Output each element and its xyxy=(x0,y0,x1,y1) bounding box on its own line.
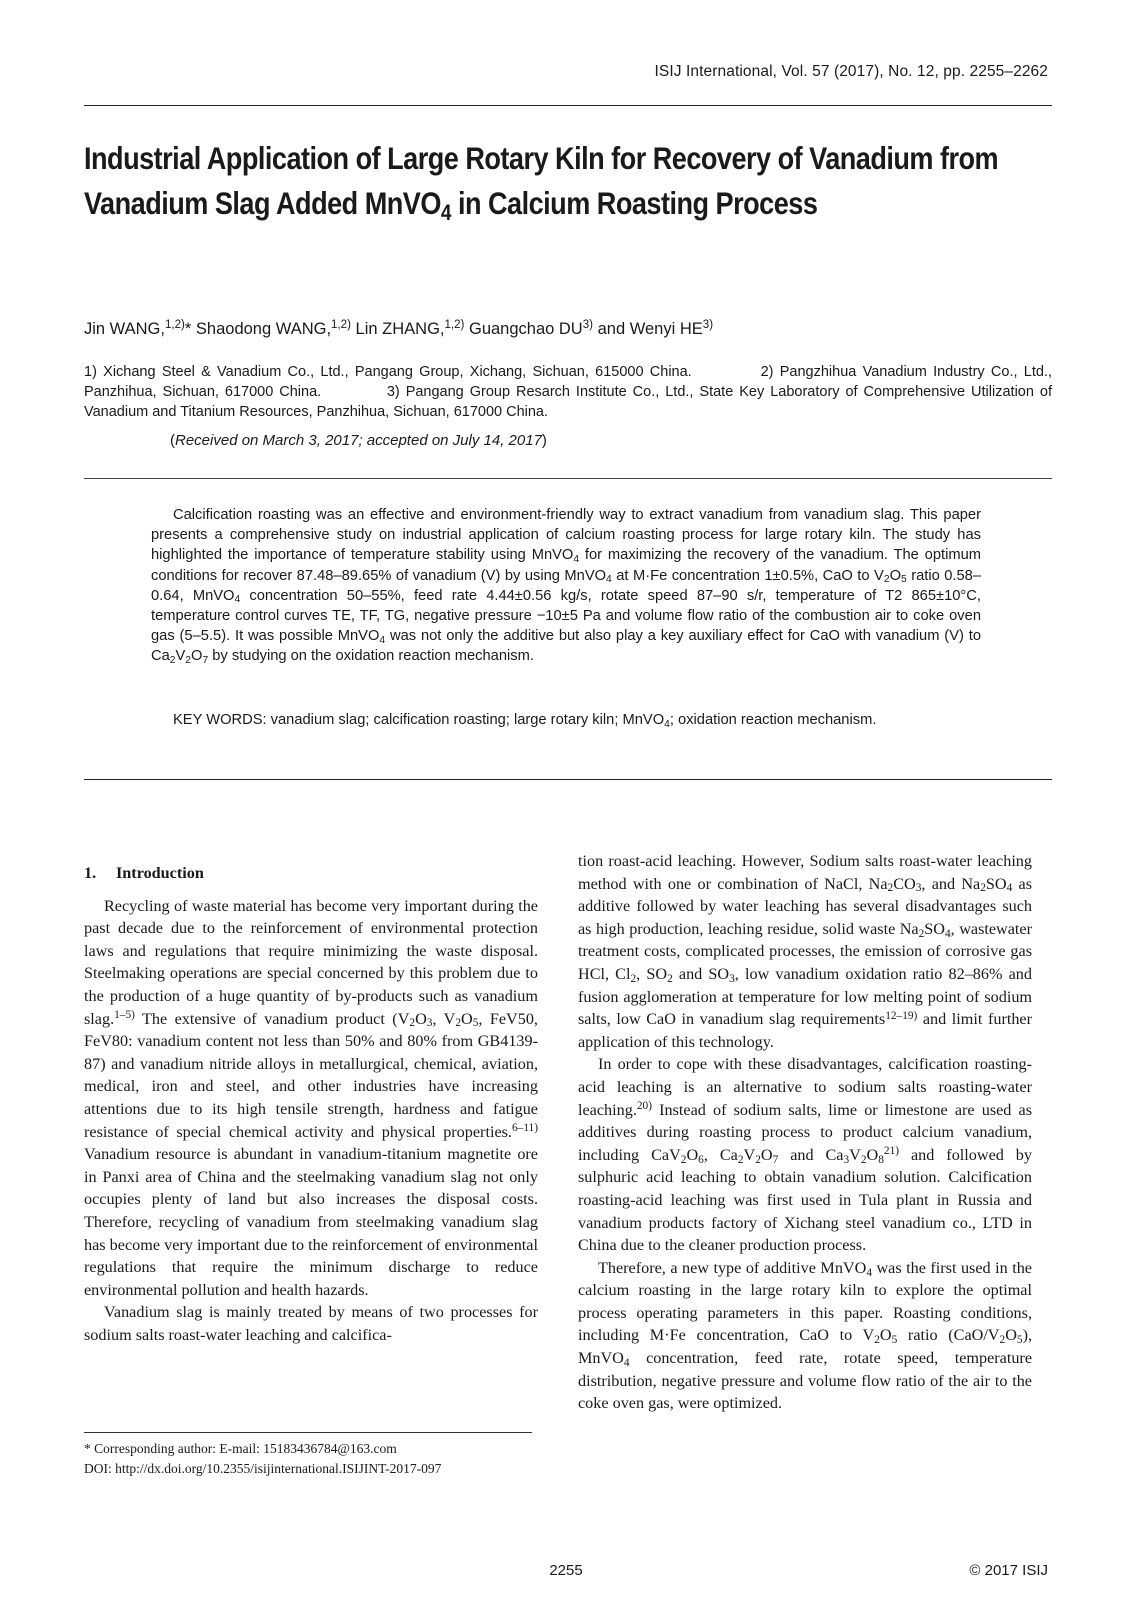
abstract-bottom-rule xyxy=(84,779,1052,780)
left-column xyxy=(84,862,538,1346)
footnotes xyxy=(84,1432,532,1479)
header-rule xyxy=(84,105,1052,106)
affiliation-2: 2) Pangzhihua Vanadium Industry Co., Ltd., Panzhihua, Sichuan, 617000 China. xyxy=(84,364,1052,400)
paragraph: Recycling of waste material has become very important during the past decade due to the reinforcement of environmental protection laws and regulations that require minimizing the waste disposal. Steelmaking operations are special concerned by this problem due to the production of a huge quantity of by-products such as vanadium slag.$^{1-5)}$ The extensive of vanadium product ($V_2O_3$, $V_2O_5$, FeV50, FeV80: vanadium content not less than 50% and 80% from GB4139-87) and vanadium nitride alloys in metallurgical, chemical, aviation, medical, iron and steel, and other industries have increasing attentions due to its high tensile strength, hardness and fatigue resistance of special chemical activity and physical properties.$^{6-11)}$ Vanadium resource is abundant in vanadium-titanium magnetite ore in Panxi area of China and the steelmaking vanadium slag not only occupies plenty of land but also increases the disposal costs. Therefore, recycling of vanadium from steelmaking vanadium slag has become very important due to the reinforcement of environmental regulations that require the minimum discharge to reduce environmental pollution and health hazards. xyxy=(84,896,538,1299)
abstract: Calcification roasting was an effective and environment-friendly way to extract vanadium from vanadium slag. This paper presents a comprehensive study on industrial application of calcium roasting process for large rotary kiln. The study has highlighted the importance of temperature stability using MnVO$_4$ for maximizing the recovery of the vanadium. The optimum conditions for recover 87.48–89.65% of vanadium (V) by using MnVO$_4$ at M·Fe concentration 1±0.5%, CaO to $V_2O_5$ ratio 0.58–0.64, MnVO$_4$ concentration 50–55%, feed rate 4.44±0.56 kg/s, rotate speed 87–90 s/r, temperature of T2 865±10°C, temperature control curves TE, TF, TG, negative pressure −10±5 Pa and volume flow ratio of the combustion air to coke oven gas (5–5.5). It was possible MnVO$_4$ was not only the additive but also play a key auxiliary effect for CaO with vanadium (V) to $Ca_2V_2O_7$ by studying on the oxidation reaction mechanism. xyxy=(151,507,981,666)
received-dates: (Received on March 3, 2017; accepted on July 14, 2017) xyxy=(170,432,547,449)
page-number: 2255 xyxy=(549,1562,583,1579)
paragraph: Vanadium slag is mainly treated by means of two processes for sodium salts roast-water leaching and calcifica- xyxy=(84,1303,538,1344)
paper-title: Industrial Application of Large Rotary Kiln for Recovery of Vanadium from Vanadium Slag Added MnVO$_4$ in Calcium Roasting Process xyxy=(84,140,999,225)
author-name: Guangchao DU xyxy=(468,320,583,338)
section-heading: 1. Introduction xyxy=(84,864,204,882)
copyright: © 2017 ISIJ xyxy=(969,1562,1048,1579)
affiliation-3: 3) Pangang Group Resarch Institute Co., Ltd., State Key Laboratory of Comprehensive Utilization of Vanadium and Titanium Resources, Panzhihua, Sichuan, 617000 China. xyxy=(84,384,1052,420)
author-name: Jin WANG, xyxy=(84,320,165,338)
affiliations xyxy=(84,362,1052,422)
corresponding-author-note: * Corresponding author: E-mail: 15183436784@163.com xyxy=(84,1441,397,1456)
author-list: Jin WANG,$^{1,2)}$* Shaodong WANG,$^{1,2)}$ Lin ZHANG,$^{1,2)}$ Guangchao DU$^{3)}$ and Wenyi HE$^{3)}$ xyxy=(84,319,714,338)
paragraph: In order to cope with these disadvantages, calcification roasting-acid leaching is an alternative to sodium salts roasting-water leaching.$^{20)}$ Instead of sodium salts, lime or limestone are used as additives during roasting process to product calcium vanadium, including $CaV_2O_6$, $Ca_2V_2O_7$ and $Ca_3V_2O_8^{21)}$ and followed by sulphuric acid leaching to obtain vanadium solution. Calcification roasting-acid leaching was first used in Tula plant in Russia and vanadium products factory of Xichang steel vanadium co., LTD in China due to the cleaner production process. xyxy=(578,1055,1032,1255)
affiliation-1: 1) Xichang Steel & Vanadium Co., Ltd., Pangang Group, Xichang, Sichuan, 615000 China. xyxy=(84,364,692,380)
doi-link[interactable]: DOI: http://dx.doi.org/10.2355/isijinternational.ISIJINT-2017-097 xyxy=(84,1461,442,1476)
journal-reference: ISIJ International, Vol. 57 (2017), No. 12, pp. 2255–2262 xyxy=(654,63,1048,80)
author-name: Lin ZHANG, xyxy=(355,320,445,338)
abstract-top-rule xyxy=(84,478,1052,479)
paragraph: Therefore, a new type of additive MnVO$_4$ was the first used in the calcium roasting in the large rotary kiln to explore the optimal process operating parameters in this paper. Roasting conditions, including M·Fe concentration, CaO to $V_2O_5$ ratio $(CaO/V_2O_5)$, MnVO$_4$ concentration, feed rate, rotate speed, temperature distribution, negative pressure and volume flow ratio of the air to the coke oven gas, were optimized. xyxy=(578,1258,1032,1413)
keywords: KEY WORDS: vanadium slag; calcification roasting; large rotary kiln; MnVO$_4$; oxidation reaction mechanism. xyxy=(173,712,877,730)
author-name: and Wenyi HE xyxy=(597,320,703,338)
paragraph: tion roast-acid leaching. However, Sodium salts roast-water leaching method with one or combination of NaCl, $Na_2CO_3$, and $Na_2SO_4$ as additive followed by water leaching has several disadvantages such as high production, leaching residue, solid waste $Na_2SO_4$, wastewater treatment costs, complicated processes, the emission of corrosive gas HCl, $Cl_2$, $SO_2$ and $SO_3$, low vanadium oxidation ratio 82–86% and fusion agglomeration at temperature for low melting point of sodium salts, low CaO in vanadium slag requirements$^{12-19)}$ and limit further application of this technology. xyxy=(578,852,1033,1051)
author-name: Shaodong WANG, xyxy=(195,320,332,338)
right-column xyxy=(578,850,1032,1415)
